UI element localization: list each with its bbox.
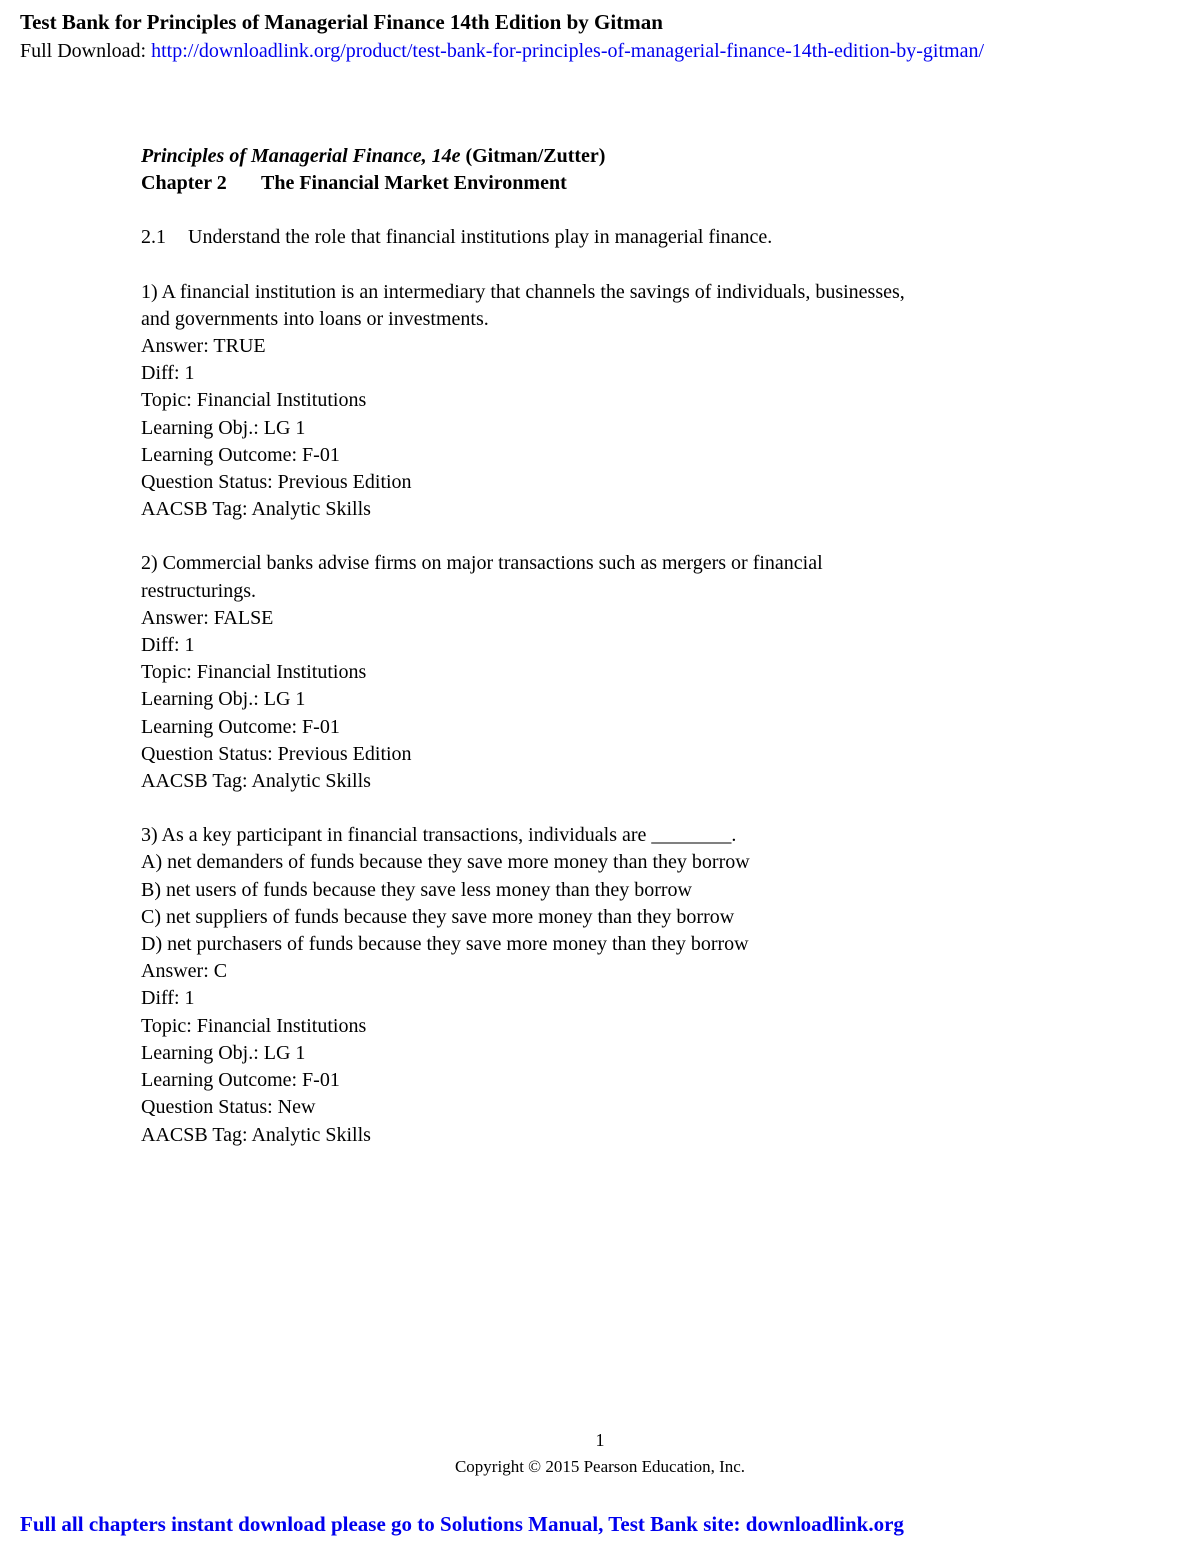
question-status-line: Question Status: Previous Edition (141, 742, 412, 765)
document-body (141, 143, 1101, 1149)
aacsb-tag-line: AACSB Tag: Analytic Skills (141, 770, 371, 793)
chapter-name: The Financial Market Environment (261, 172, 567, 195)
difficulty-line: Diff: 1 (141, 987, 195, 1010)
learning-outcome-line: Learning Outcome: F-01 (141, 1069, 340, 1092)
aacsb-tag-line: AACSB Tag: Analytic Skills (141, 498, 371, 521)
download-line (20, 40, 984, 63)
answer-option: D) net purchasers of funds because they save more money than they borrow (141, 933, 749, 956)
download-label: Full Download: (20, 40, 152, 62)
question-list (141, 252, 1101, 1149)
learning-outcome-line: Learning Outcome: F-01 (141, 443, 340, 466)
objective-number: 2.1 (141, 226, 166, 249)
learning-objective (141, 224, 1101, 251)
answer-line: Answer: FALSE (141, 606, 274, 629)
question-text: 3) As a key participant in financial transactions, individuals are ________. (141, 824, 737, 847)
topic-line: Topic: Financial Institutions (141, 661, 367, 684)
question-text: 2) Commercial banks advise firms on major transactions such as mergers or financial (141, 552, 823, 575)
question-status-line: Question Status: Previous Edition (141, 471, 412, 494)
question-text: 1) A financial institution is an intermediary that channels the savings of individuals, businesses, (141, 280, 905, 303)
topic-line: Topic: Financial Institutions (141, 389, 367, 412)
answer-option: A) net demanders of funds because they save more money than they borrow (141, 851, 750, 874)
answer-line: Answer: TRUE (141, 335, 266, 358)
question-item (141, 550, 1101, 795)
aacsb-tag-line: AACSB Tag: Analytic Skills (141, 1123, 371, 1146)
learning-obj-line: Learning Obj.: LG 1 (141, 416, 306, 439)
learning-obj-line: Learning Obj.: LG 1 (141, 1041, 306, 1064)
answer-option: B) net users of funds because they save less money than they borrow (141, 878, 692, 901)
objective-text: Understand the role that financial institutions play in managerial finance. (188, 226, 773, 249)
question-text: and governments into loans or investments. (141, 307, 489, 330)
question-status-line: Question Status: New (141, 1096, 316, 1119)
download-link[interactable]: http://downloadlink.org/product/test-bank-for-principles-of-managerial-finance-14th-edition-by-gitman/ (151, 40, 984, 62)
book-title (141, 143, 1101, 170)
question-item (141, 822, 1101, 1148)
difficulty-line: Diff: 1 (141, 362, 195, 385)
banner-title: Test Bank for Principles of Managerial Finance 14th Edition by Gitman (20, 10, 663, 34)
difficulty-line: Diff: 1 (141, 634, 195, 657)
topic-line: Topic: Financial Institutions (141, 1014, 367, 1037)
answer-line: Answer: C (141, 960, 228, 983)
learning-obj-line: Learning Obj.: LG 1 (141, 688, 306, 711)
chapter-number: Chapter 2 (141, 172, 227, 195)
book-authors: (Gitman/Zutter) (460, 145, 606, 167)
page-number: 1 (595, 1430, 605, 1450)
copyright: Copyright © 2015 Pearson Education, Inc. (454, 1457, 746, 1476)
chapter-title (141, 170, 1101, 197)
question-item (141, 279, 1101, 524)
bottom-download-banner[interactable]: Full all chapters instant download please go to Solutions Manual, Test Bank site: downloadlink.org (20, 1512, 904, 1536)
learning-outcome-line: Learning Outcome: F-01 (141, 715, 340, 738)
question-text: restructurings. (141, 579, 256, 602)
book-title-italic: Principles of Managerial Finance, 14e (141, 145, 461, 167)
answer-option: C) net suppliers of funds because they save more money than they borrow (141, 905, 735, 928)
